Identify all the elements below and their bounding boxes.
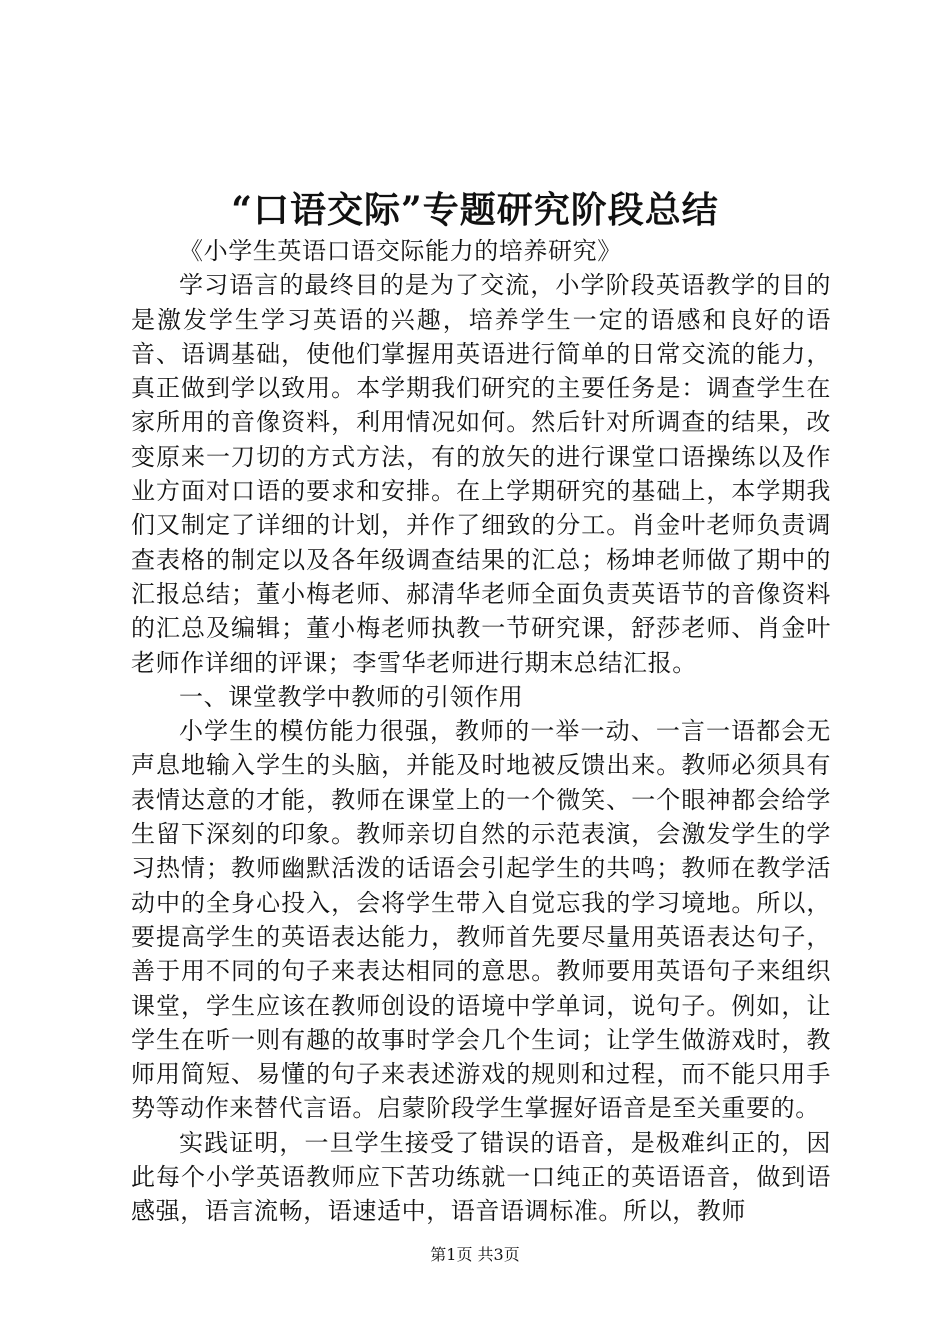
paragraph-practice: 实践证明，一旦学生接受了错误的语音，是极难纠正的，因此每个小学英语教师应下苦功练就一口纯正的英语语音，做到语感强，语言流畅，语速适中，语音语调标准。所以，教师 bbox=[131, 1128, 831, 1226]
page-number-footer: 第1页 共3页 bbox=[430, 1245, 520, 1264]
paragraph-intro: 学习语言的最终目的是为了交流，小学阶段英语教学的目的是激发学生学习英语的兴趣，培养学生一定的语感和良好的语音、语调基础，使他们掌握用英语进行简单的日常交流的能力，真正做到学以致用。本学期我们研究的主要任务是：调查学生在家所用的音像资料，利用情况如何。然后针对所调查的结果，改变原来一刀切的方式方法，有的放矢的进行课堂口语操练以及作业方面对口语的要求和安排。在上学期研究的基础上，本学期我们又制定了详细的计划，并作了细致的分工。肖金叶老师负责调查表格的制定以及各年级调查结果的汇总；杨坤老师做了期中的汇报总结；董小梅老师、郝清华老师全面负责英语节的音像资料的汇总及编辑；董小梅老师执教一节研究课，舒莎老师、肖金叶老师作详细的评课；李雪华老师进行期末总结汇报。 bbox=[131, 271, 831, 677]
paragraph-teacher-role: 小学生的模仿能力很强，教师的一举一动、一言一语都会无声息地输入学生的头脑，并能及时地被反馈出来。教师必须具有表情达意的才能，教师在课堂上的一个微笑、一个眼神都会给学生留下深刻的印象。教师亲切自然的示范表演，会激发学生的学习热情；教师幽默活泼的话语会引起学生的共鸣；教师在教学活动中的全身心投入，会将学生带入自觉忘我的学习境地。所以，要提高学生的英语表达能力，教师首先要尽量用英语表达句子，善于用不同的句子来表达相同的意思。教师要用英语句子来组织课堂，学生应该在教师创设的语境中学单词，说句子。例如，让学生在听一则有趣的故事时学会几个生词；让学生做游戏时，教师用简短、易懂的句子来表述游戏的规则和过程，而不能只用手势等动作来替代言语。启蒙阶段学生掌握好语音是至关重要的。 bbox=[131, 717, 831, 1123]
document-body bbox=[131, 234, 831, 1229]
document-subtitle: 《小学生英语口语交际能力的培养研究》 bbox=[179, 237, 622, 265]
document-title: “口语交际”专题研究阶段总结 bbox=[231, 189, 719, 231]
section-heading: 一、课堂教学中教师的引领作用 bbox=[179, 682, 524, 711]
